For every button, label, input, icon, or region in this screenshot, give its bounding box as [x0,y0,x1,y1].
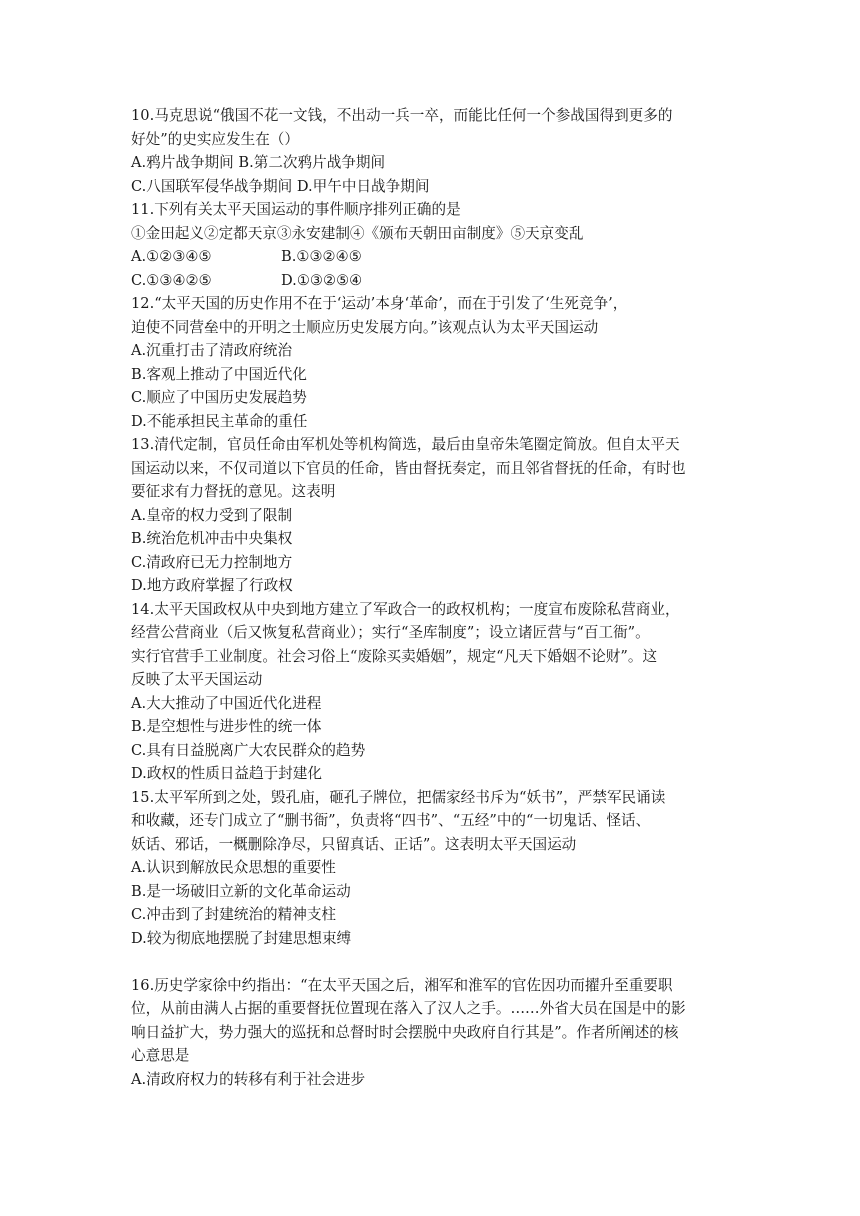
question-13-stem-line-2: 国运动以来，不仅司道以下官员的任命，皆由督抚奏定，而且邻省督抚的任命，有时也 [131,459,686,477]
question-10-stem-line-1: 10.马克思说“俄国不花一文钱，不出动一兵一卒，而能比任何一个参战国得到更多的 [131,107,673,124]
question-12-stem-line-1: 12.“太平天国的历史作用不在于‘运动’本身‘革命’，而在于引发了‘生死竞争’， [131,295,628,312]
question-15-option-c: C.冲击到了封建统治的精神支柱 [131,906,337,923]
question-10 [131,104,731,198]
question-14-stem-line-2: 经营公营商业（后又恢复私营商业）；实行“圣库制度”；设立诸匠营与“百工衙”。 [131,624,650,641]
question-list [131,104,731,1091]
question-16-stem-line-1: 16.历史学家徐中约指出：“在太平天国之后，湘军和淮军的官佐因功而擢升至重要职 [131,976,673,994]
question-14 [131,598,731,786]
question-10-option-line-2: C.八国联军侵华战争期间 D.甲午中日战争期间 [131,177,430,195]
question-11-stem-line-1: 11.下列有关太平天国运动的事件顺序排列正确的是 [131,201,461,218]
question-14-option-a: A.大大推动了中国近代化进程 [131,694,322,712]
blank-line [131,950,731,974]
question-13-stem-line-1: 13.清代定制，官员任命由军机处等机构简选，最后由皇帝朱笔圈定简放。但自太平天 [131,436,680,453]
question-13-option-a: A.皇帝的权力受到了限制 [131,506,293,524]
question-15-option-b: B.是一场破旧立新的文化革命运动 [131,882,351,900]
question-15-option-a: A.认识到解放民众思想的重要性 [131,859,336,876]
question-14-stem-line-4: 反映了太平天国运动 [131,671,263,688]
question-16-option-a: A.清政府权力的转移有利于社会进步 [131,1070,366,1088]
question-14-option-b: B.是空想性与进步性的统一体 [131,718,322,735]
question-10-stem-line-2: 好处”的史实应发生在（） [131,130,299,148]
question-14-stem-line-3: 实行官营手工业制度。社会习俗上“废除买卖婚姻”，规定“凡天下婚姻不论财”。这 [131,647,658,665]
question-12-option-d: D.不能承担民主革命的重任 [131,412,308,430]
question-15-stem-line-1: 15.太平军所到之处，毁孔庙，砸孔子牌位，把儒家经书斥为“妖书”，严禁军民诵读 [131,788,666,806]
question-15-stem-line-3: 妖话、邪话，一概删除净尽，只留真话、正话”。这表明太平天国运动 [131,835,577,853]
question-11-option-row-2 [131,269,731,293]
question-11-option-row-1 [131,245,731,269]
question-11-option-c: C.①③④②⑤ [131,271,212,289]
question-13-stem-line-3: 要征求有力督抚的意见。这表明 [131,483,336,500]
question-16-stem-line-4: 心意思是 [131,1047,190,1064]
question-12-option-a: A.沉重打击了清政府统治 [131,342,293,359]
question-14-option-c: C.具有日益脱离广大农民群众的趋势 [131,741,366,759]
question-14-stem-line-1: 14.太平天国政权从中央到地方建立了军政合一的政权机构；一度宣布废除私营商业， [131,600,680,618]
question-12-option-c: C.顺应了中国历史发展趋势 [131,389,307,406]
question-13-option-b: B.统治危机冲击中央集权 [131,530,293,547]
question-10-option-line-1: A.鸦片战争期间 B.第二次鸦片战争期间 [131,154,386,171]
question-11 [131,198,731,292]
question-15-stem-line-2: 和收藏，还专门成立了“删书衙”，负责将“四书”、“五经”中的“一切鬼话、怪话、 [131,812,651,829]
question-13-option-d: D.地方政府掌握了行政权 [131,577,293,594]
question-14-option-d: D.政权的性质日益趋于封建化 [131,765,322,782]
question-11-option-d: D.①③②⑤④ [281,271,363,289]
question-16 [131,974,731,1092]
question-11-option-b: B.①③②④⑤ [281,248,362,265]
question-15-option-d: D.较为彻底地摆脱了封建思想束缚 [131,929,352,947]
question-11-stem-line-2: ①金田起义②定都天京③永安建制④《颁布天朝田亩制度》⑤天京变乱 [131,224,584,242]
question-13-option-c: C.清政府已无力控制地方 [131,553,293,571]
question-12-stem-line-2: 迫使不同营垒中的开明之士顺应历史发展方向。”该观点认为太平天国运动 [131,318,599,336]
question-12-option-b: B.客观上推动了中国近代化 [131,365,307,383]
question-12 [131,292,731,433]
question-16-stem-line-3: 响日益扩大，势力强大的巡抚和总督时时会摆脱中央政府自行其是”。作者所阐述的核 [131,1023,679,1041]
question-11-option-a: A.①②③④⑤ [131,248,212,265]
question-13 [131,433,731,598]
question-16-stem-line-2: 位，从前由满人占据的重要督抚位置现在落入了汉人之手。……外省大员在国是中的影 [131,1000,686,1017]
question-15 [131,786,731,951]
